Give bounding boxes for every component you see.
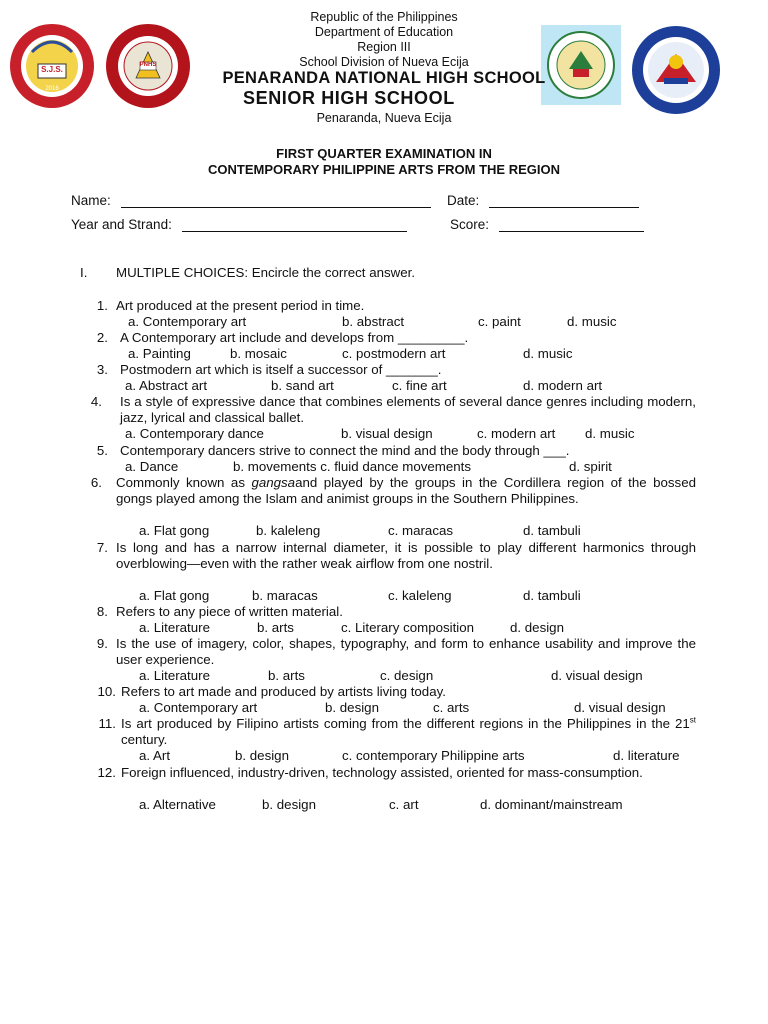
year-strand-label: Year and Strand:: [71, 217, 172, 232]
choice-b[interactable]: b. design: [325, 700, 379, 715]
choice-d[interactable]: d. visual design: [574, 700, 666, 715]
choice-c[interactable]: c. arts: [433, 700, 470, 715]
choice-b[interactable]: b. arts: [257, 620, 294, 635]
choice-b[interactable]: b. abstract: [342, 314, 405, 329]
question-11: [0, 716, 768, 764]
choice-b[interactable]: b. arts: [268, 668, 305, 683]
question-7: [0, 540, 768, 604]
question-text: Postmodern art which is itself a successor of _______.: [120, 362, 442, 377]
choice-a[interactable]: a. Contemporary art: [128, 314, 247, 329]
choice-a[interactable]: a. Alternative: [139, 797, 216, 812]
question-9: [0, 636, 768, 684]
question-number: 3.: [96, 362, 108, 377]
question-number: 10.: [97, 684, 116, 699]
choice-bc[interactable]: b. movements c. fluid dance movements: [233, 459, 471, 474]
section-heading: MULTIPLE CHOICES: Encircle the correct answer.: [116, 265, 416, 280]
question-number: 2.: [96, 330, 108, 345]
header-division: School Division of Nueva Ecija: [299, 55, 469, 69]
choice-d[interactable]: d. modern art: [523, 378, 603, 393]
choice-a[interactable]: a. Contemporary dance: [125, 426, 264, 441]
choice-c[interactable]: c. art: [389, 797, 419, 812]
choice-d[interactable]: d. music: [567, 314, 617, 329]
question-5: [0, 443, 768, 475]
question-text: A Contemporary art include and develops from _________.: [120, 330, 469, 345]
question-text: Is art produced by Filipino artists coming from the different regions in the Philippines in the 21st century.: [121, 715, 696, 747]
question-number: 7.: [96, 540, 108, 555]
date-label: Date:: [447, 193, 480, 208]
question-10: [0, 684, 768, 716]
choice-a[interactable]: a. Abstract art: [125, 378, 208, 393]
logo-year: 2016: [45, 86, 59, 92]
question-number: 11.: [98, 716, 116, 731]
year-strand-field[interactable]: [71, 217, 407, 232]
question-12: [0, 765, 768, 813]
choice-c[interactable]: c. maracas: [388, 523, 454, 538]
question-text: Is long and has a narrow internal diameter, it is possible to play different harmonics through overblowing—even with the rather weak airflow from one nostril.: [116, 540, 696, 571]
school-name: PENARANDA NATIONAL HIGH SCHOOL: [222, 69, 546, 87]
choice-a[interactable]: a. Literature: [139, 668, 210, 683]
date-field[interactable]: [447, 193, 639, 208]
score-label: Score:: [450, 217, 490, 232]
question-text: Contemporary dancers strive to connect the mind and the body through ___.: [120, 443, 570, 458]
section-numeral: I.: [80, 265, 88, 280]
choice-d[interactable]: d. literature: [613, 748, 680, 763]
choice-d[interactable]: d. music: [585, 426, 635, 441]
choice-a[interactable]: a. Flat gong: [139, 523, 210, 538]
choice-a[interactable]: a. Dance: [125, 459, 179, 474]
choice-c[interactable]: c. kaleleng: [388, 588, 452, 603]
question-6: [0, 475, 768, 539]
choice-d[interactable]: d. spirit: [569, 459, 612, 474]
question-4: [0, 394, 768, 442]
choice-c[interactable]: c. fine art: [392, 378, 447, 393]
question-number: 12.: [97, 765, 116, 780]
question-number: 4.: [90, 394, 102, 409]
choice-a[interactable]: a. Contemporary art: [139, 700, 258, 715]
question-text: Art produced at the present period in time.: [116, 298, 365, 313]
logo-text: S.J.S.: [41, 65, 63, 74]
choice-b[interactable]: b. visual design: [341, 426, 433, 441]
name-field[interactable]: [71, 193, 431, 208]
choice-c[interactable]: c. postmodern art: [342, 346, 446, 361]
choice-d[interactable]: d. tambuli: [523, 588, 581, 603]
question-text: Refers to art made and produced by artists living today.: [121, 684, 446, 699]
choice-c[interactable]: c. design: [380, 668, 434, 683]
name-label: Name:: [71, 193, 111, 208]
logo-text: PNHS: [139, 62, 157, 68]
header-republic: Republic of the Philippines: [310, 10, 458, 24]
school-address: Penaranda, Nueva Ecija: [316, 111, 452, 125]
question-number: 8.: [96, 604, 108, 619]
exam-title-1: FIRST QUARTER EXAMINATION IN: [276, 146, 492, 161]
question-3: [0, 362, 768, 394]
choice-d[interactable]: d. design: [510, 620, 564, 635]
question-number: 9.: [96, 636, 108, 651]
question-8: [0, 604, 768, 636]
question-number: 1.: [96, 298, 108, 313]
score-field[interactable]: [450, 217, 644, 232]
header-department: Department of Education: [314, 25, 454, 39]
question-text: Foreign influenced, industry-driven, technology assisted, oriented for mass-consumption.: [121, 765, 643, 780]
choice-b[interactable]: b. maracas: [252, 588, 318, 603]
name-blank[interactable]: [121, 194, 431, 208]
senior-high-school: SENIOR HIGH SCHOOL: [243, 88, 455, 108]
choice-d[interactable]: d. music: [523, 346, 573, 361]
choice-a[interactable]: a. Painting: [128, 346, 191, 361]
choice-d[interactable]: d. visual design: [551, 668, 643, 683]
choice-b[interactable]: b. mosaic: [230, 346, 287, 361]
question-text: Refers to any piece of written material.: [116, 604, 343, 619]
date-blank[interactable]: [489, 194, 639, 208]
choice-d[interactable]: d. tambuli: [523, 523, 581, 538]
question-text: Is a style of expressive dance that combines elements of several dance genres including modern, jazz, lyrical and classical ballet.: [120, 394, 696, 425]
question-text: Is the use of imagery, color, shapes, typography, and form to enhance usability and improve the user experience.: [116, 636, 696, 667]
question-text: Commonly known as gangsaand played by the groups in the Cordillera region of the bossed gongs played among the Islam and animist groups in the Southern Philippines.: [116, 475, 696, 506]
choice-b[interactable]: b. kaleleng: [256, 523, 321, 538]
choice-c[interactable]: c. Literary composition: [341, 620, 475, 635]
choice-c[interactable]: c. modern art: [477, 426, 556, 441]
choice-b[interactable]: b. design: [262, 797, 316, 812]
score-blank[interactable]: [499, 218, 644, 232]
choice-b[interactable]: b. sand art: [271, 378, 334, 393]
question-number: 6.: [90, 475, 102, 490]
header-region: Region III: [357, 40, 411, 54]
year-strand-blank[interactable]: [182, 218, 407, 232]
question-2: [0, 330, 768, 362]
question-1: [0, 298, 768, 330]
choice-b[interactable]: b. design: [235, 748, 289, 763]
choice-a[interactable]: a. Flat gong: [139, 588, 210, 603]
exam-title-2: CONTEMPORARY PHILIPPINE ARTS FROM THE REGION: [208, 162, 560, 177]
choice-c[interactable]: c. paint: [478, 314, 521, 329]
choice-a[interactable]: a. Literature: [139, 620, 210, 635]
question-number: 5.: [96, 443, 108, 458]
choice-d[interactable]: d. dominant/mainstream: [480, 797, 623, 812]
choice-c[interactable]: c. contemporary Philippine arts: [342, 748, 525, 763]
choice-a[interactable]: a. Art: [139, 748, 171, 763]
